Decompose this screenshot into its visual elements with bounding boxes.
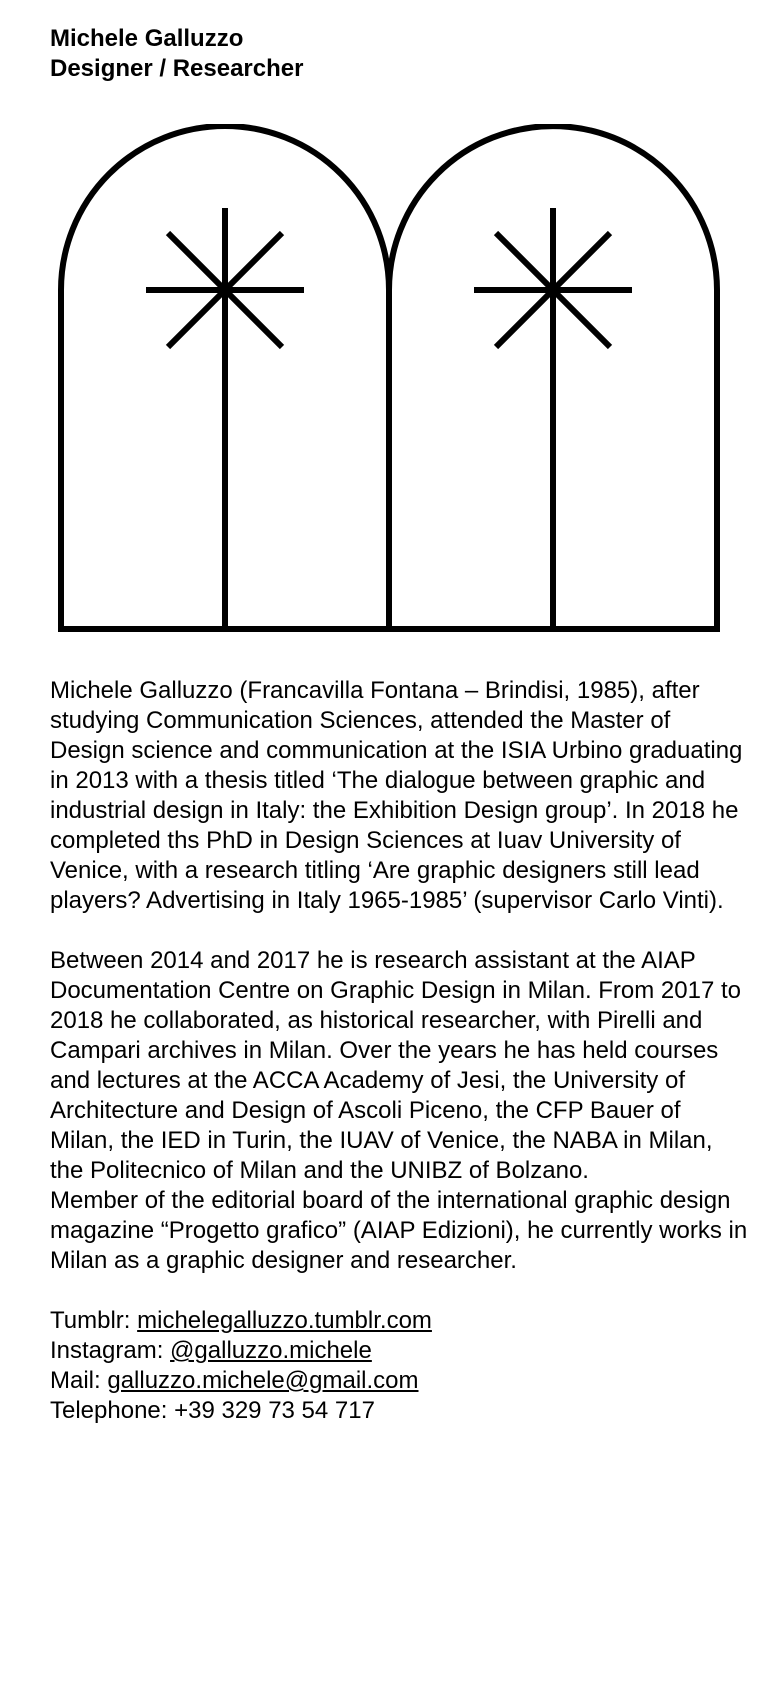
contact-tumblr bbox=[50, 1306, 750, 1336]
contact-instagram bbox=[50, 1336, 750, 1366]
instagram-label: Instagram: bbox=[50, 1337, 171, 1364]
instagram-link[interactable]: @galluzzo.michele bbox=[170, 1337, 372, 1364]
mail-label: Mail: bbox=[50, 1367, 108, 1394]
tumblr-link[interactable]: michelegalluzzo.tumblr.com bbox=[137, 1307, 432, 1334]
author-name: Michele Galluzzo bbox=[50, 25, 244, 52]
contact-telephone: Telephone: +39 329 73 54 717 bbox=[50, 1397, 375, 1424]
contact-mail bbox=[50, 1366, 750, 1396]
author-role: Designer / Researcher bbox=[50, 55, 304, 82]
bio-paragraph: Member of the editorial board of the international graphic design magazine “Progetto grafico” (AIAP Edizioni), he currently works in Milan as a graphic designer and researcher. bbox=[50, 1187, 748, 1274]
bio-paragraph: Between 2014 and 2017 he is research assistant at the AIAP Documentation Centre on Graphic Design in Milan. From 2017 to 2018 he collaborated, as historical researcher, with Pirelli and Campari archives in Milan. Over the years he has held courses and lectures at the ACCA Academy of Jesi, the University of Architecture and Design of Ascoli Piceno, the CFP Bauer of Milan, the IED in Turin, the IUAV of Venice, the NABA in Milan, the Politecnico of Milan and the UNIBZ of Bolzano. bbox=[50, 947, 742, 1184]
bio-paragraph: Michele Galluzzo (Francavilla Fontana – Brindisi, 1985), after studying Communication Sciences, attended the Master of Design science and communication at the ISIA Urbino graduating in 2013 with a thesis titled ‘The dialogue between graphic and industrial design in Italy: the Exhibition Design group’. In 2018 he completed ths PhD in Design Sciences at Iuav University of Venice, with a research titling ‘Are graphic designers still lead players? Advertising in Italy 1965-1985’ (supervisor Carlo Vinti). bbox=[50, 677, 743, 914]
page bbox=[50, 24, 750, 1426]
header bbox=[50, 24, 750, 84]
mail-link[interactable]: galluzzo.michele@gmail.com bbox=[107, 1367, 419, 1394]
twin-arches-asterisk-logo bbox=[58, 124, 728, 632]
bio bbox=[50, 676, 750, 1276]
contacts bbox=[50, 1306, 750, 1426]
tumblr-label: Tumblr: bbox=[50, 1307, 138, 1334]
